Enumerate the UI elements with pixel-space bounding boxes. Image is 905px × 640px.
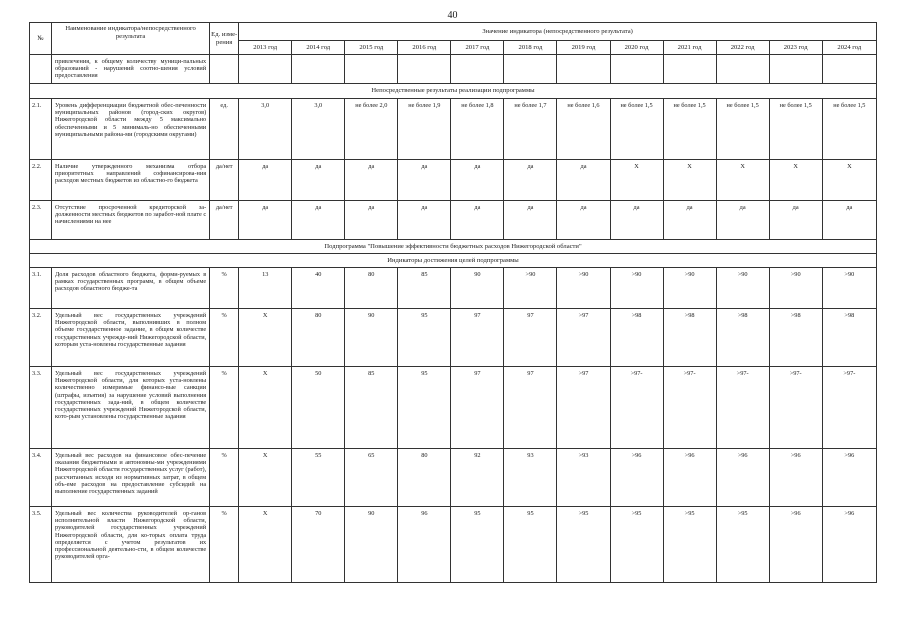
table-row [30,507,877,583]
unit-cell: % [210,309,239,367]
value-cell: 3,0 [239,99,292,160]
value-cell: 95 [398,367,451,449]
row-number: 3.1. [30,268,52,309]
indicator-name: Наличие утвержденного механизма отбора приоритетных направлений софинансирова-ния расходов местных бюджетов из областно-го бюджета [52,160,210,201]
row-number: 2.1. [30,99,52,160]
value-cell: X [239,449,292,507]
value-cell: 70 [292,507,345,583]
value-cell: X [239,507,292,583]
value-cell: >96 [716,449,769,507]
header-year: 2022 год [716,41,769,55]
value-cell: >96 [822,449,876,507]
indicator-name: Удельный вес государственных учреждений Нижегородской области, для которых уста-новлены количественно измеримые финансо-вые санкции (штрафы, изъятия) за нарушение условий выполнения государственных зада-ний, в общем количестве государственных учреждений Нижегородской области, кото-рым установлены государственные задания [52,367,210,449]
value-cell: >98 [716,309,769,367]
value-cell: 90 [451,268,504,309]
row-number: 2.3. [30,201,52,240]
row-number: 3.5. [30,507,52,583]
table-row [30,268,877,309]
table-row [30,55,877,84]
unit-cell: % [210,449,239,507]
value-cell [451,55,504,84]
value-cell: не более 1,5 [663,99,716,160]
header-year: 2017 год [451,41,504,55]
value-cell: >97 [557,367,610,449]
value-cell: >98 [822,309,876,367]
value-cell: >97- [769,367,822,449]
value-cell: 90 [345,309,398,367]
value-cell [610,55,663,84]
value-cell: 92 [451,449,504,507]
section-heading: Индикаторы достижения целей подпрограммы [30,254,877,268]
value-cell: 90 [345,507,398,583]
value-cell: >90 [663,268,716,309]
value-cell: да [292,160,345,201]
value-cell: 80 [398,449,451,507]
value-cell: >97- [822,367,876,449]
value-cell: да [451,160,504,201]
value-cell: >97- [716,367,769,449]
header-values-group: Значение индикатора (непосредственного результата) [239,23,877,41]
value-cell: >95 [557,507,610,583]
row-number: 3.2. [30,309,52,367]
value-cell: X [610,160,663,201]
value-cell [504,55,557,84]
value-cell: >93 [557,449,610,507]
unit-cell: % [210,507,239,583]
value-cell: не более 1,6 [557,99,610,160]
row-number [30,55,52,84]
indicator-name: Уровень дифференциации бюджетной обес-печенности муниципальных районов (город-ских округов) Нижегородской области между 5 максимально обеспеченными и 5 минималь-но обеспеченными муниципальными района-ми (городскими округами) [52,99,210,160]
value-cell: >97 [557,309,610,367]
value-cell: не более 1,9 [398,99,451,160]
value-cell: 80 [292,309,345,367]
value-cell: >90 [716,268,769,309]
header-year: 2023 год [769,41,822,55]
value-cell: да [557,201,610,240]
value-cell [557,55,610,84]
value-cell: 97 [451,367,504,449]
value-cell: 96 [398,507,451,583]
value-cell: >95 [716,507,769,583]
value-cell: 95 [504,507,557,583]
value-cell: >96 [663,449,716,507]
value-cell [292,55,345,84]
row-number: 3.3. [30,367,52,449]
value-cell: не более 2,0 [345,99,398,160]
value-cell: 95 [451,507,504,583]
row-number: 2.2. [30,160,52,201]
indicator-name: Удельный вес расходов на финансовое обес-печение оказания бюджетными и автономны-ми учреждениями Нижегородской области государственных услуг (работ), рассчитанных исходя из нормативных затрат, в общем объ-еме расходов на предоставление субсидий на выполнение государственных заданий [52,449,210,507]
value-cell [769,55,822,84]
value-cell: >98 [610,309,663,367]
value-cell: да [345,201,398,240]
value-cell: да [557,160,610,201]
value-cell: >90 [610,268,663,309]
value-cell [716,55,769,84]
value-cell: да [504,201,557,240]
indicator-name: Удельный вес количества руководителей ор-ганов исполнительной власти Нижегородской области, руководителей государственных учреждений Нижегородской области, для ко-торых оплата труда определяется с учетом результатов их профессиональной деятельно-сти, в общем количестве руководителей орга- [52,507,210,583]
value-cell: да [663,201,716,240]
table-row [30,201,877,240]
value-cell: да [504,160,557,201]
value-cell: да [239,201,292,240]
header-year: 2016 год [398,41,451,55]
header-name: Наименование индикатора/непосредственного результата [52,23,210,55]
unit-cell: % [210,268,239,309]
value-cell: 97 [504,367,557,449]
value-cell: X [716,160,769,201]
value-cell: >98 [769,309,822,367]
value-cell: X [822,160,876,201]
header-year: 2019 год [557,41,610,55]
value-cell: да [398,160,451,201]
value-cell: >90 [504,268,557,309]
value-cell: >90 [769,268,822,309]
value-cell [239,55,292,84]
value-cell: не более 1,5 [769,99,822,160]
unit-cell: да/нет [210,201,239,240]
table-row [30,99,877,160]
indicator-name: Доля расходов областного бюджета, форми-руемых в рамках государственных программ, в общем объеме расходов областного бюдже-та [52,268,210,309]
value-cell: 95 [398,309,451,367]
value-cell: 97 [451,309,504,367]
value-cell: да [398,201,451,240]
header-year: 2021 год [663,41,716,55]
value-cell: не более 1,5 [822,99,876,160]
value-cell: X [663,160,716,201]
unit-cell: % [210,367,239,449]
indicator-table [29,22,877,583]
value-cell: да [610,201,663,240]
value-cell: не более 1,8 [451,99,504,160]
section-heading: Непосредственные результаты реализации подпрограммы [30,84,877,99]
value-cell [663,55,716,84]
value-cell: не более 1,5 [610,99,663,160]
value-cell: >96 [610,449,663,507]
row-number: 3.4. [30,449,52,507]
value-cell: >90 [822,268,876,309]
value-cell: да [716,201,769,240]
value-cell: не более 1,7 [504,99,557,160]
header-year: 2024 год [822,41,876,55]
value-cell: 97 [504,309,557,367]
value-cell: >95 [610,507,663,583]
value-cell: 65 [345,449,398,507]
table-row [30,160,877,201]
value-cell [398,55,451,84]
value-cell: >97- [663,367,716,449]
header-unit: Ед. изме-рения [210,23,239,55]
value-cell: да [345,160,398,201]
value-cell: да [769,201,822,240]
value-cell: >96 [769,449,822,507]
value-cell [345,55,398,84]
page-number: 40 [447,10,458,21]
unit-cell: ед. [210,99,239,160]
section-heading: Подпрограмма "Повышение эффективности бюджетных расходов Нижегородской области" [30,240,877,254]
value-cell [822,55,876,84]
value-cell: да [822,201,876,240]
value-cell: да [292,201,345,240]
header-year: 2013 год [239,41,292,55]
value-cell: >90 [557,268,610,309]
value-cell: не более 1,5 [716,99,769,160]
table-row [30,449,877,507]
header-year: 2014 год [292,41,345,55]
header-year: 2020 год [610,41,663,55]
header-year: 2018 год [504,41,557,55]
value-cell: >95 [663,507,716,583]
indicator-name: привлечения, к общему количеству муници-пальных образований - нарушений соотно-шения условий предоставления [52,55,210,84]
value-cell: 93 [504,449,557,507]
value-cell: да [451,201,504,240]
value-cell: да [239,160,292,201]
header-num: № [30,23,52,55]
value-cell: X [769,160,822,201]
unit-cell [210,55,239,84]
value-cell: 85 [398,268,451,309]
value-cell: 55 [292,449,345,507]
value-cell: >96 [822,507,876,583]
value-cell: 85 [345,367,398,449]
indicator-name: Удельный вес государственных учреждений Нижегородской области, выполнивших в полном объеме государственное задание, в общем количестве государственных учрежде-ний Нижегородской области, которым уста-новлены государственные задания [52,309,210,367]
value-cell: >98 [663,309,716,367]
value-cell: 80 [345,268,398,309]
table-row [30,309,877,367]
indicator-name: Отсутствие просроченной кредиторской за-долженности местных бюджетов по заработ-ной плате с начислениями на нее [52,201,210,240]
unit-cell: да/нет [210,160,239,201]
value-cell: 40 [292,268,345,309]
value-cell: >96 [769,507,822,583]
value-cell: X [239,367,292,449]
value-cell: >97- [610,367,663,449]
value-cell: 50 [292,367,345,449]
value-cell: 13 [239,268,292,309]
table-row [30,367,877,449]
value-cell: 3,0 [292,99,345,160]
header-year: 2015 год [345,41,398,55]
value-cell: X [239,309,292,367]
